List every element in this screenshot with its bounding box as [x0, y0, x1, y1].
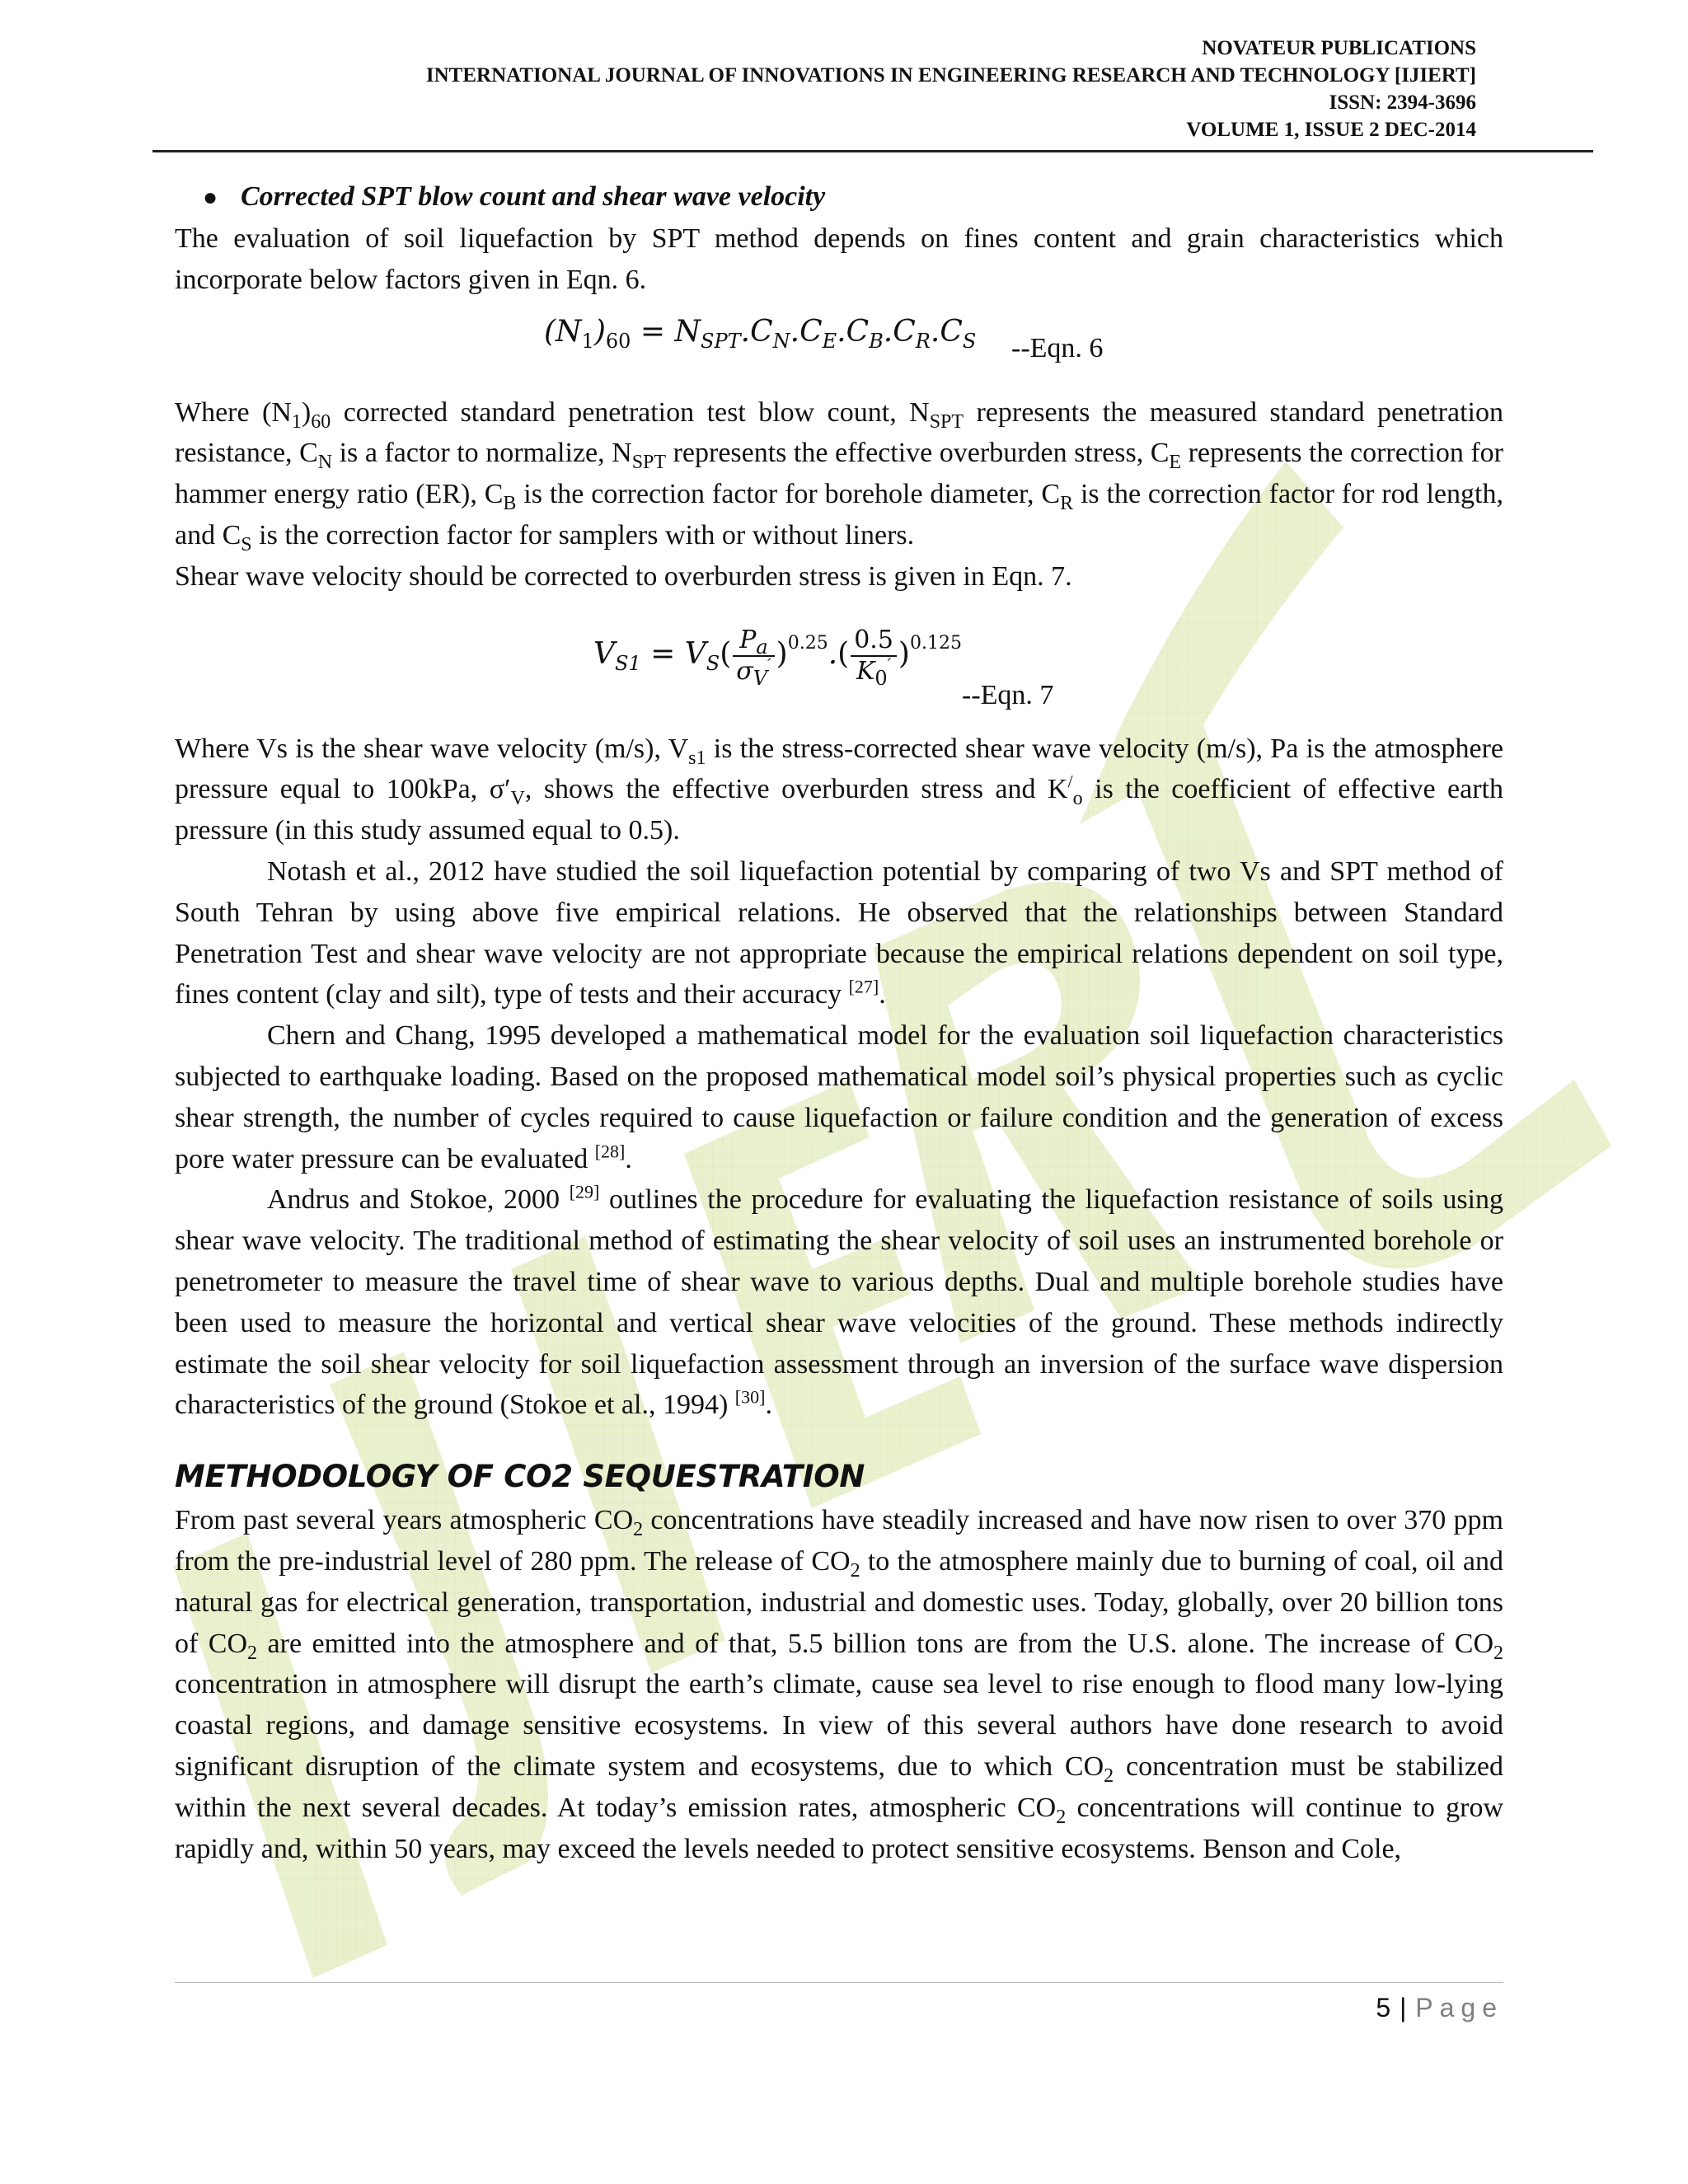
- equation-6-formula: $(N_1)_{60} = N_{SPT}.C_N.C_E.C_B.C_R.C_S$: [544, 314, 977, 353]
- equation-6: [175, 313, 1503, 392]
- co2-paragraph: From past several years atmospheric $CO_2$ concentrations have steadily increased and have now risen to over 370 ppm from the pre-industrial level of 280 ppm. The release of $CO_2$ to the atmosphere mainly due to burning of coal, oil and natural gas for electrical generation, transportation, industrial and domestic uses. Today, globally, over 20 billion tons of $CO_2$ are emitted into the atmosphere and of that, 5.5 billion tons are from the U.S. alone. The increase of $CO_2$ concentration in atmosphere will disrupt the earth’s climate, cause sea level to rise enough to flood many low-lying coastal regions, and damage sensitive ecosystems. In view of this several authors have done research to avoid significant disruption of the climate system and ecosystems, due to which $CO_2$ concentration must be stabilized within the next several decades. At today’s emission rates, atmospheric $CO_2$ concentrations will continue to grow rapidly and, within 50 years, may exceed the levels needed to protect sensitive ecosystems. Benson and Cole,: [175, 1505, 1504, 1864]
- citation-29: [29]: [569, 1182, 600, 1203]
- intro-paragraph: The evaluation of soil liquefaction by SPT method depends on fines content and grain characteristics which incorporate below factors given in Eqn. 6.: [175, 223, 1503, 295]
- section-heading: METHODOLOGY OF CO2 SEQUESTRATION: [175, 1459, 865, 1495]
- bullet-heading: [175, 176, 1503, 218]
- citation-27: [27]: [848, 977, 879, 998]
- equation-7-formula: $V_{S1} = V_S$( $\frac{P_a}{\sigma_V'}$ )$^{0.25}$.( $\frac{0.5}{K_0'}$ )$^{0.125}$: [593, 625, 962, 690]
- volume-issue: VOLUME 1, ISSUE 2 DEC-2014: [1186, 119, 1476, 141]
- citation-28: [28]: [594, 1141, 626, 1162]
- where-eqn6-paragraph: Where $(N_1)_{60}$ corrected standard penetration test blow count, $N_{SPT}$ represents the measured standard penetration resistance, $C_N$ is a factor to normalize, $N_{SPT}$ represents the effective overburden stress, $C_E$ represents the correction for hammer energy ratio (ER), $C_B$ is the correction factor for borehole diameter, $C_R$ is the correction factor for rod length, and $C_S$ is the correction factor for samplers with or without liners.: [175, 396, 1503, 555]
- page-word: Page: [1415, 1993, 1503, 2022]
- page-body: [175, 176, 1503, 1869]
- andrus-paragraph: Andrus and Stokoe, 2000 [29] outlines the procedure for evaluating the liquefaction resistance of soils using shear wave velocity. The traditional method of estimating the shear velocity of soil uses an instrumented borehole or penetrometer to measure the travel time of shear wave to various depths. Dual and multiple borehole studies have been used to measure the horizontal and vertical shear wave velocities of the ground. These methods indirectly estimate the soil shear velocity for soil liquefaction assessment through an inversion of the surface wave dispersion characteristics of the ground (Stokoe et al., 1994) [30].: [175, 1182, 1503, 1421]
- notash-paragraph: Notash et al., 2012 have studied the soil liquefaction potential by comparing of two Vs and SPT method of South Tehran by using above five empirical relations. He observed that the relationships between Standard Penetration Test and shear wave velocity are not appropriate because the empirical relations dependent on soil type, fines content (clay and silt), type of tests and their accuracy [27].: [175, 855, 1503, 1010]
- header-rule: [152, 150, 1593, 152]
- chern-paragraph: Chern and Chang, 1995 developed a mathematical model for the evaluation soil liquefaction characteristics subjected to earthquake loading. Based on the proposed mathematical model soil’s physical properties such as cyclic shear strength, the number of cycles required to cause liquefaction or failure condition and the generation of excess pore water pressure can be evaluated [28].: [175, 1020, 1503, 1174]
- subsection-title: Corrected SPT blow count and shear wave velocity: [241, 181, 826, 212]
- footer-rule: [175, 1982, 1503, 1983]
- footer-separator: |: [1400, 1993, 1408, 2022]
- bullet-icon: ●: [203, 184, 218, 211]
- citation-30: [30]: [734, 1387, 766, 1408]
- page-number: 5: [1376, 1993, 1392, 2022]
- equation-7: [175, 626, 1503, 729]
- page-footer: [1376, 1993, 1503, 2023]
- where-eqn7-paragraph: Where Vs is the shear wave velocity (m/s), $V_{s1}$ is the stress-corrected shear wave velocity (m/s), Pa is the atmosphere pressure equal to 100kPa, $\sigma'_V$, shows the effective overburden stress and $K^/_o$ is the coefficient of effective earth pressure (in this study assumed equal to 0.5).: [175, 733, 1503, 846]
- shear-wave-intro: Shear wave velocity should be corrected to overburden stress is given in Eqn. 7.: [175, 560, 1072, 592]
- equation-6-label: --Eqn. 6: [1011, 332, 1104, 363]
- journal-title: INTERNATIONAL JOURNAL OF INNOVATIONS IN ENGINEERING RESEARCH AND TECHNOLOGY [IJIERT]: [425, 64, 1476, 87]
- publisher-name: NOVATEUR PUBLICATIONS: [1202, 37, 1476, 59]
- equation-7-label: --Eqn. 7: [962, 679, 1054, 710]
- issn: ISSN: 2394-3696: [1329, 91, 1476, 114]
- journal-header: [426, 35, 1476, 143]
